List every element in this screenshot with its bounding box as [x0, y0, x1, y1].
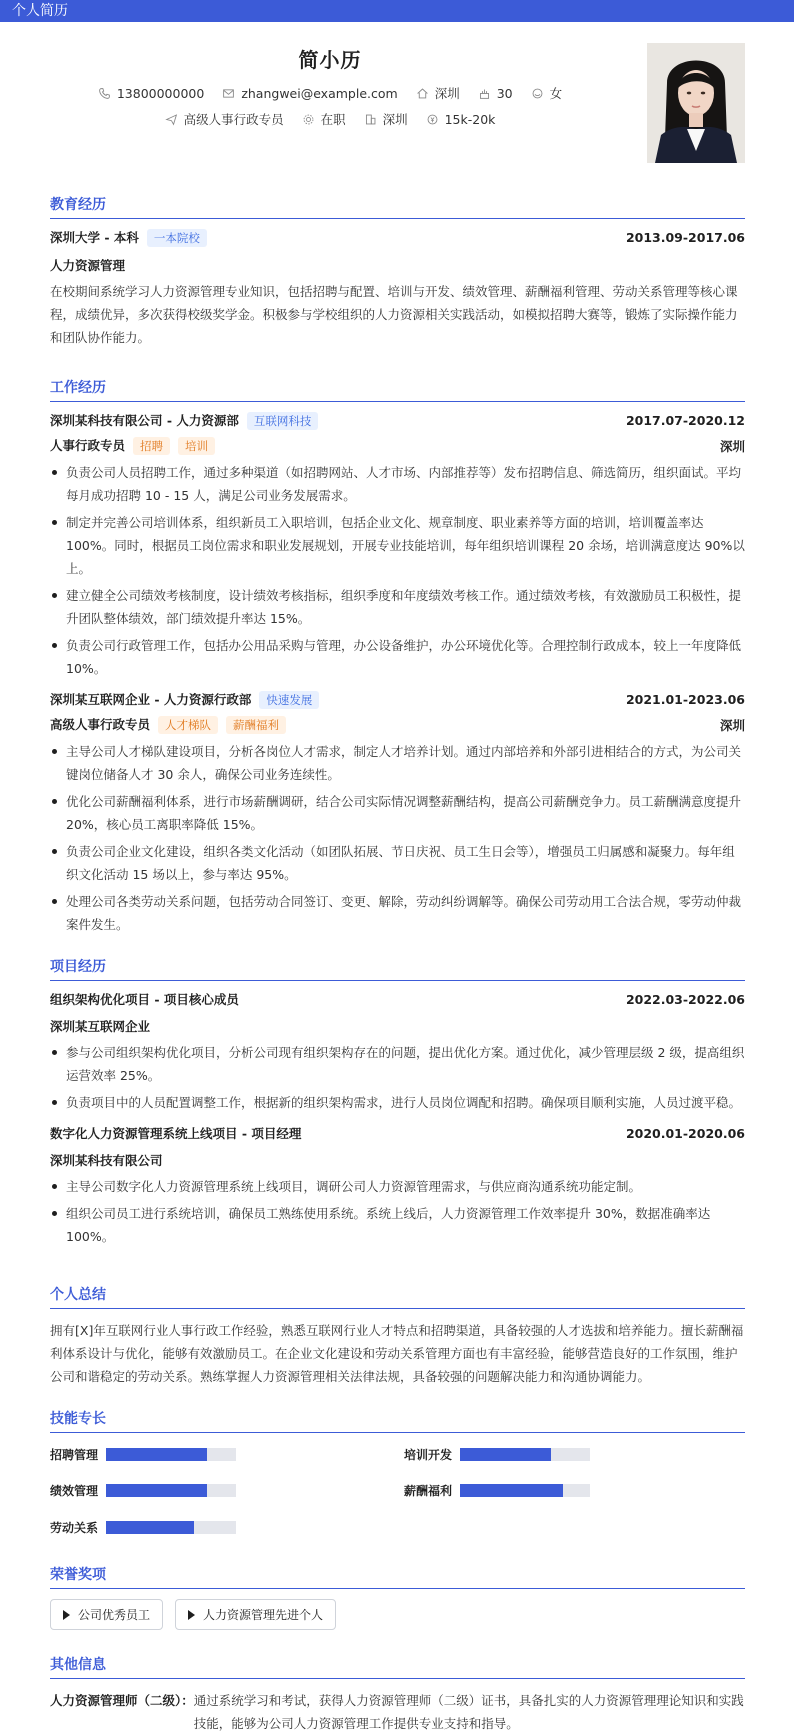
work-section	[50, 377, 745, 940]
home-icon	[416, 87, 429, 100]
education-date: 2013.09-2017.06	[625, 230, 745, 245]
list-item: 主导公司数字化人力资源管理系统上线项目，调研公司人力资源管理需求，与供应商沟通系统功能定制。	[50, 1175, 745, 1198]
skill-fill	[106, 1448, 207, 1461]
school-tag: 一本院校	[147, 229, 207, 247]
other-item	[50, 1689, 745, 1735]
work-date: 2017.07-2020.12	[625, 413, 745, 428]
projects-section	[50, 956, 745, 1252]
skill-bar	[460, 1484, 590, 1497]
work-date: 2021.01-2023.06	[625, 692, 745, 707]
user-icon	[531, 87, 544, 100]
candidate-name: 简小历	[298, 48, 362, 72]
play-icon	[63, 1610, 70, 1620]
skill-label: 培训开发	[404, 1448, 453, 1462]
project-name: 数字化人力资源管理系统上线项目 - 项目经理	[50, 1126, 302, 1141]
list-item: 建立健全公司绩效考核制度，设计绩效考核指标，组织季度和年度绩效考核工作。通过绩效考核，有效激励员工积极性，提升团队整体绩效，部门绩效提升率达 15%。	[50, 584, 745, 630]
role-tag: 招聘	[133, 437, 170, 455]
age-info	[478, 86, 513, 101]
mail-icon	[222, 87, 235, 100]
gear-icon	[302, 113, 315, 126]
gender-text: 女	[549, 86, 563, 101]
phone-info	[98, 86, 204, 101]
other-title: 其他信息	[50, 1654, 745, 1679]
phone-icon	[98, 87, 111, 100]
age-text: 30	[496, 85, 513, 101]
city-text: 深圳	[434, 86, 460, 101]
education-title: 教育经历	[50, 194, 745, 219]
status-info	[302, 110, 346, 128]
award-label: 人力资源管理先进个人	[203, 1608, 324, 1622]
company-name: 深圳某科技有限公司 - 人力资源部	[50, 413, 239, 428]
skill-fill	[460, 1484, 563, 1497]
resume-page	[0, 22, 794, 1731]
project-org: 深圳某科技有限公司	[50, 1153, 163, 1168]
target-city-text: 深圳	[382, 112, 408, 127]
role-name: 人事行政专员	[50, 438, 126, 453]
major-name: 人力资源管理	[50, 258, 126, 273]
role-name: 高级人事行政专员	[50, 717, 151, 732]
salary-text: 15k-20k	[444, 111, 496, 127]
skill-item	[404, 1446, 590, 1463]
play-icon	[188, 1610, 195, 1620]
education-section	[50, 194, 745, 349]
email-text: zhangwei@example.com	[241, 85, 398, 101]
skill-fill	[106, 1484, 207, 1497]
other-text: 通过系统学习和考试，获得人力资源管理师（二级）证书，具备扎实的人力资源管理理论知识和实践技能，能够为公司人力资源管理工作提供专业支持和指导。	[193, 1693, 744, 1731]
award-label: 公司优秀员工	[78, 1608, 151, 1622]
skill-item	[50, 1446, 236, 1463]
list-item: 参与公司组织架构优化项目，分析公司现有组织架构存在的问题，提出优化方案。通过优化，减少管理层级 2 级，提高组织运营效率 25%。	[50, 1041, 745, 1087]
award-item	[175, 1599, 336, 1630]
city-info	[416, 84, 460, 102]
skill-label: 薪酬福利	[404, 1484, 453, 1498]
role-tag: 人才梯队	[158, 716, 218, 734]
list-item: 负责公司企业文化建设，组织各类文化活动（如团队拓展、节日庆祝、员工生日会等），增强员工归属感和凝聚力。每年组织文化活动 15 场以上，参与率达 95%。	[50, 840, 745, 886]
skill-bar	[106, 1448, 236, 1461]
project-org: 深圳某互联网企业	[50, 1019, 151, 1034]
status-text: 在职	[320, 112, 346, 127]
work-role-row	[50, 436, 745, 455]
company-name: 深圳某互联网企业 - 人力资源行政部	[50, 692, 252, 707]
education-item-header	[50, 228, 745, 247]
project-bullets	[50, 1175, 745, 1248]
work-location: 深圳	[719, 438, 745, 454]
skill-item	[50, 1482, 236, 1499]
list-item: 制定并完善公司培训体系，组织新员工入职培训，包括企业文化、规章制度、职业素养等方面的培训，培训覆盖率达 100%。同时，根据员工岗位需求和职业发展规划，开展专业技能培训，每年组织培训课程 20 余场，培训满意度达 90%以上。	[50, 511, 745, 580]
skill-label: 劳动关系	[50, 1521, 99, 1535]
list-item: 负责公司行政管理工作，包括办公用品采购与管理，办公设备维护，办公环境优化等。合理控制行政成本，较上一年度降低 10%。	[50, 634, 745, 680]
work-item-header	[50, 411, 745, 430]
work-bullets	[50, 461, 745, 680]
skill-bar	[106, 1484, 236, 1497]
building-icon	[364, 113, 377, 126]
project-date: 2020.01-2020.06	[625, 1125, 745, 1141]
company-tag: 互联网科技	[247, 412, 319, 430]
skills-section	[50, 1408, 745, 1538]
window-title-bar	[0, 0, 794, 22]
company-tag: 快速发展	[259, 691, 319, 709]
email-info	[222, 86, 397, 101]
skill-fill	[460, 1448, 551, 1461]
skill-fill	[106, 1521, 194, 1534]
work-role-row	[50, 715, 745, 734]
project-item-header	[50, 1124, 745, 1142]
work-location: 深圳	[719, 717, 745, 733]
work-item-header	[50, 690, 745, 709]
work-bullets	[50, 740, 745, 936]
list-item: 主导公司人才梯队建设项目，分析各岗位人才需求，制定人才培养计划。通过内部培养和外部引进相结合的方式，为公司关键岗位储备人才 30 余人，确保公司业务连续性。	[50, 740, 745, 786]
position-info	[165, 110, 284, 128]
skill-label: 绩效管理	[50, 1484, 99, 1498]
project-date: 2022.03-2022.06	[625, 991, 745, 1007]
contact-row	[0, 84, 660, 102]
work-title: 工作经历	[50, 377, 745, 402]
skill-label: 招聘管理	[50, 1448, 99, 1462]
skill-bar	[106, 1521, 236, 1534]
list-item: 负责项目中的人员配置调整工作，根据新的组织架构需求，进行人员岗位调配和招聘。确保项目顺利实施，人员过渡平稳。	[50, 1091, 745, 1114]
role-tag: 薪酬福利	[226, 716, 286, 734]
summary-title: 个人总结	[50, 1284, 745, 1309]
job-intent-row	[0, 110, 660, 128]
profile-photo	[647, 43, 745, 163]
education-description: 在校期间系统学习人力资源管理专业知识，包括招聘与配置、培训与开发、绩效管理、薪酬福利管理、劳动关系管理等核心课程，成绩优异，多次获得校级奖学金。积极参与学校组织的人力资源相关实践活动，如模拟招聘大赛等，锻炼了实际操作能力和团队协作能力。	[50, 284, 738, 345]
awards-list	[50, 1599, 745, 1630]
skill-item	[404, 1482, 590, 1499]
send-icon	[165, 113, 178, 126]
projects-title: 项目经历	[50, 956, 745, 981]
salary-info	[426, 112, 496, 127]
summary-text: 拥有[X]年互联网行业人事行政工作经验，熟悉互联网行业人才特点和招聘渠道，具备较强的人才选拔和培养能力。擅长薪酬福利体系设计与优化，能够有效激励员工。在企业文化建设和劳动关系管理方面也有丰富经验，能够营造良好的工作氛围，维护公司和谐稳定的劳动关系。熟练掌握人力资源管理相关法律法规，具备较强的问题解决能力和沟通协调能力。	[50, 1323, 744, 1384]
target-city-info	[364, 110, 408, 128]
skills-title: 技能专长	[50, 1408, 745, 1433]
project-name: 组织架构优化项目 - 项目核心成员	[50, 992, 239, 1007]
cake-icon	[478, 87, 491, 100]
skill-bar	[460, 1448, 590, 1461]
school-name: 深圳大学 - 本科	[50, 230, 139, 245]
list-item: 组织公司员工进行系统培训，确保员工熟练使用系统。系统上线后，人力资源管理工作效率提升 30%，数据准确率达 100%。	[50, 1202, 745, 1248]
gender-info	[531, 84, 563, 102]
awards-title: 荣誉奖项	[50, 1564, 745, 1589]
phone-text: 13800000000	[116, 85, 205, 101]
money-icon	[426, 113, 439, 126]
project-item-header	[50, 990, 745, 1008]
award-item	[50, 1599, 163, 1630]
list-item: 优化公司薪酬福利体系，进行市场薪酬调研，结合公司实际情况调整薪酬结构，提高公司薪酬竞争力。员工薪酬满意度提升 20%，核心员工离职率降低 15%。	[50, 790, 745, 836]
skill-item	[50, 1519, 236, 1536]
window-title: 个人简历	[12, 3, 68, 19]
other-label: 人力资源管理师（二级）：	[50, 1693, 194, 1708]
position-text: 高级人事行政专员	[183, 112, 284, 127]
other-section	[50, 1654, 745, 1735]
resume-header	[0, 22, 794, 172]
list-item: 负责公司人员招聘工作，通过多种渠道（如招聘网站、人才市场、内部推荐等）发布招聘信息、筛选简历，组织面试。平均每月成功招聘 10 - 15 人，满足公司业务发展需求。	[50, 461, 745, 507]
project-bullets	[50, 1041, 745, 1114]
list-item: 处理公司各类劳动关系问题，包括劳动合同签订、变更、解除，劳动纠纷调解等。确保公司劳动用工合法合规，零劳动仲裁案件发生。	[50, 890, 745, 936]
awards-section	[50, 1564, 745, 1630]
summary-section	[50, 1284, 745, 1388]
role-tag: 培训	[178, 437, 215, 455]
